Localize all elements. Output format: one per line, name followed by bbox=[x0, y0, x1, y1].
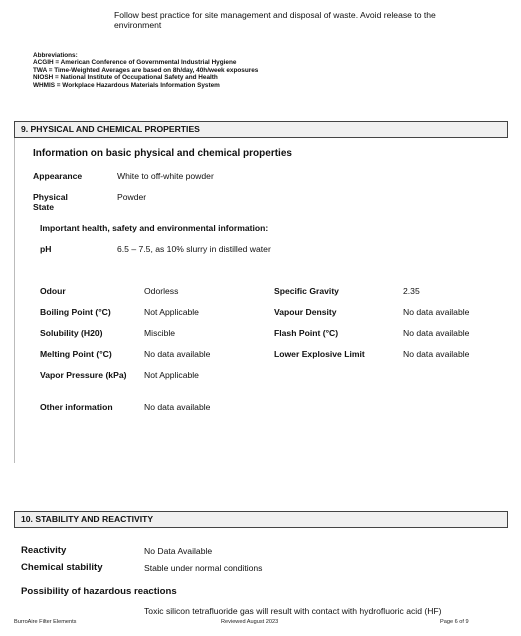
specific-gravity-value: 2.35 bbox=[403, 286, 420, 296]
flash-point-label: Flash Point (°C) bbox=[274, 328, 339, 338]
basic-properties-heading: Information on basic physical and chemical properties bbox=[33, 148, 292, 159]
melting-point-value: No data available bbox=[144, 349, 211, 359]
vapour-density-label: Vapour Density bbox=[274, 307, 337, 317]
section-10-header: 10. STABILITY AND REACTIVITY bbox=[14, 511, 508, 528]
abbreviation-item: ACGIH = American Conference of Governmental Industrial Hygiene bbox=[33, 59, 237, 67]
ph-label: pH bbox=[40, 244, 52, 254]
lower-explosive-limit-label: Lower Explosive Limit bbox=[274, 349, 365, 359]
important-info-heading: Important health, safety and environmental information: bbox=[40, 223, 269, 233]
physical-state-label-line-1: Physical bbox=[33, 192, 68, 202]
reactivity-value: No Data Available bbox=[144, 546, 213, 556]
footer-page-number: Page 6 of 9 bbox=[440, 619, 469, 625]
other-info-value: No data available bbox=[144, 402, 211, 412]
appearance-label: Appearance bbox=[33, 171, 83, 181]
vapor-pressure-value: Not Applicable bbox=[144, 370, 199, 380]
ph-value: 6.5 – 7.5, as 10% slurry in distilled water bbox=[117, 244, 271, 254]
section-9-header: 9. PHYSICAL AND CHEMICAL PROPERTIES bbox=[14, 121, 508, 138]
abbreviation-item: NIOSH = National Institute of Occupational Safety and Health bbox=[33, 74, 218, 82]
physical-state-value: Powder bbox=[117, 192, 147, 202]
reactivity-label: Reactivity bbox=[21, 545, 67, 556]
other-info-label: Other information bbox=[40, 402, 113, 412]
hazardous-reactions-heading: Possibility of hazardous reactions bbox=[21, 586, 177, 597]
vapor-pressure-label: Vapor Pressure (kPa) bbox=[40, 370, 127, 380]
solubility-label: Solubility (H20) bbox=[40, 328, 103, 338]
physical-state-label bbox=[33, 192, 68, 212]
abbreviation-item: TWA = Time-Weighted Averages are based on 8h/day, 40h/week exposures bbox=[33, 66, 259, 74]
abbreviations-title: Abbreviations: bbox=[33, 52, 78, 59]
chemical-stability-label: Chemical stability bbox=[21, 562, 103, 573]
hazardous-reactions-text: Toxic silicon tetrafluoride gas will result with contact with hydrofluoric acid (HF) bbox=[144, 606, 442, 616]
lower-explosive-limit-value: No data available bbox=[403, 349, 470, 359]
appearance-value: White to off-white powder bbox=[117, 171, 214, 181]
physical-state-label-line-2: State bbox=[33, 202, 55, 212]
disposal-text-line-2: environment bbox=[114, 20, 162, 30]
footer-company: BurroAire Filter Elements bbox=[14, 619, 77, 625]
footer-review-date: Reviewed August 2023 bbox=[221, 619, 279, 625]
odour-label: Odour bbox=[40, 286, 66, 296]
solubility-value: Miscible bbox=[144, 328, 176, 338]
section-9-left-rule bbox=[14, 138, 15, 463]
boiling-point-label: Boiling Point (°C) bbox=[40, 307, 111, 317]
chemical-stability-value: Stable under normal conditions bbox=[144, 563, 263, 573]
disposal-text-line-1: Follow best practice for site management and disposal of waste. Avoid release to the bbox=[114, 10, 436, 20]
specific-gravity-label: Specific Gravity bbox=[274, 286, 339, 296]
abbreviations-block bbox=[33, 52, 258, 89]
boiling-point-value: Not Applicable bbox=[144, 307, 199, 317]
odour-value: Odorless bbox=[144, 286, 179, 296]
melting-point-label: Melting Point (°C) bbox=[40, 349, 112, 359]
vapour-density-value: No data available bbox=[403, 307, 470, 317]
abbreviation-item: WHMIS = Workplace Hazardous Materials Information System bbox=[33, 81, 220, 89]
flash-point-value: No data available bbox=[403, 328, 470, 338]
